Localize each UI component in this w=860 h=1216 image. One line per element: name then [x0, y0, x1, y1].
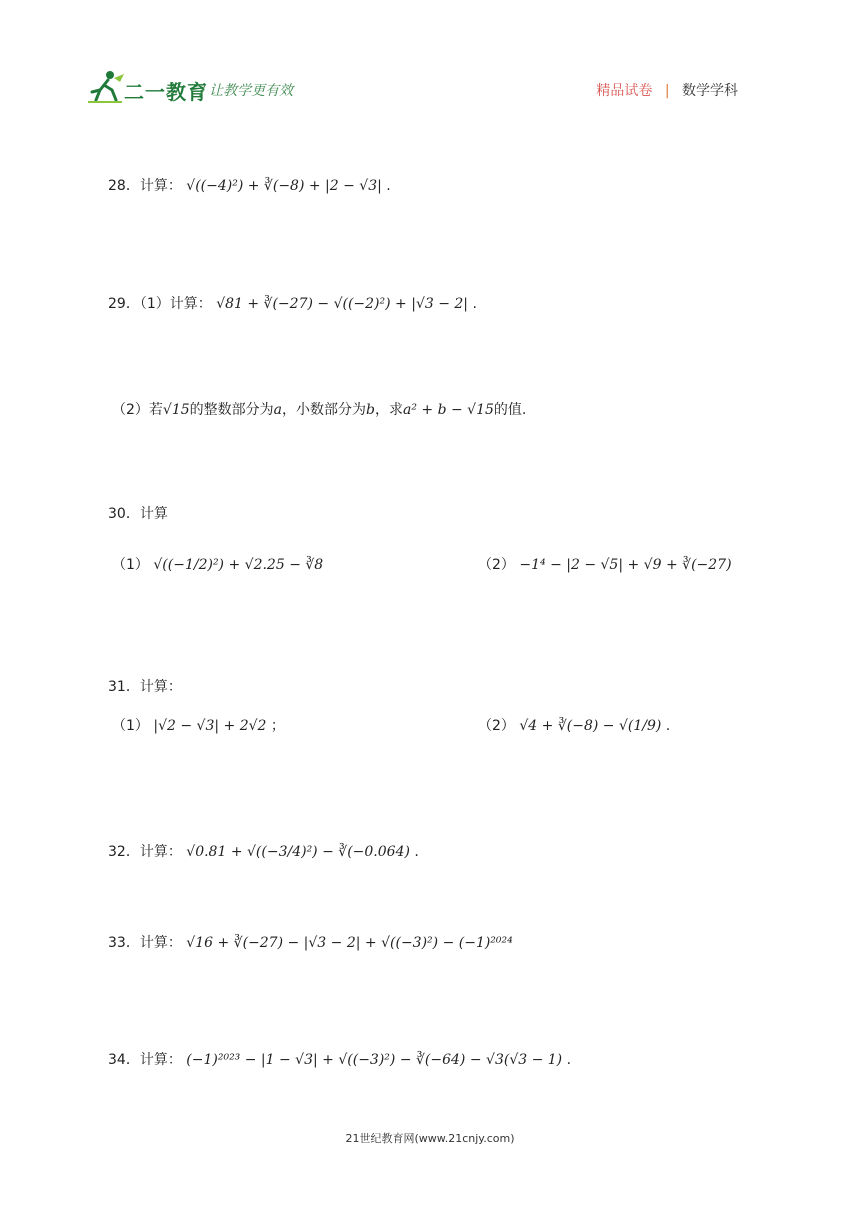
math-expression: √((−4)²) + ∛(−8) + |2 − √3|	[186, 178, 382, 194]
question-number: 32．计算：	[108, 844, 182, 860]
brand-slogan: / 让教学更有效	[200, 83, 294, 99]
part-label: （1）	[112, 557, 149, 573]
question-29-part-1	[108, 294, 477, 314]
brand-name: 二一教育	[124, 80, 208, 104]
subject-tag: 数学学科	[682, 83, 738, 99]
page-footer: 21世纪教育网(www.21cnjy.com)	[345, 1132, 515, 1145]
header-separator: |	[664, 83, 670, 99]
math-expression: √4 + ∛(−8) − √(1/9)	[519, 718, 662, 734]
math-expression: a² + b − √15	[403, 402, 494, 418]
question-31-part-2	[478, 716, 670, 736]
math-expression: √81 + ∛(−27) − √((−2)²) + |√3 − 2|	[216, 296, 469, 312]
variable-b: b	[366, 402, 375, 418]
text-segment: （2）若	[112, 402, 163, 418]
question-number: 29．（1）计算：	[108, 296, 212, 312]
running-figure-logo-icon	[86, 70, 126, 104]
question-end: .	[472, 296, 477, 312]
question-number: 28．计算：	[108, 178, 182, 194]
question-end: .	[414, 844, 419, 860]
math-expression: −1⁴ − |2 − √5| + √9 + ∛(−27)	[519, 557, 732, 573]
math-expression: √((−1/2)²) + √2.25 − ∛8	[153, 557, 324, 573]
question-end: .	[386, 178, 391, 194]
text-segment: ，求	[375, 402, 403, 418]
math-expression: (−1)²⁰²³ − |1 − √3| + √((−3)²) − ∛(−64) − √3(√3 − 1)	[186, 1052, 563, 1068]
text-segment: 的值.	[493, 402, 527, 418]
question-32	[108, 842, 419, 862]
part-end: .	[665, 718, 671, 734]
question-28	[108, 176, 391, 196]
part-end: ；	[270, 718, 285, 734]
math-expression: |√2 − √3| + 2√2	[153, 718, 267, 734]
part-label: （2）	[478, 718, 515, 734]
part-label: （2）	[478, 557, 515, 573]
text-segment: 的整数部分为	[189, 402, 274, 418]
question-30	[108, 504, 168, 524]
question-number: 30．计算	[108, 506, 168, 522]
part-label: （1）	[112, 718, 149, 734]
question-number: 33．计算：	[108, 935, 182, 951]
paper-type-tag: 精品试卷	[596, 83, 653, 99]
question-number: 34．计算：	[108, 1052, 182, 1068]
page-header	[86, 70, 746, 106]
question-33	[108, 933, 513, 953]
question-30-part-1	[112, 555, 323, 575]
question-end: .	[566, 1052, 572, 1068]
question-29-part-2	[112, 400, 526, 420]
question-number: 31．计算：	[108, 679, 182, 695]
question-31-part-1	[112, 716, 285, 736]
header-tags	[596, 80, 738, 100]
math-expression: √0.81 + √((−3/4)²) − ∛(−0.064)	[186, 844, 410, 860]
text-segment: ，小数部分为	[282, 402, 367, 418]
variable-a: a	[273, 402, 283, 418]
math-expression: √15	[162, 402, 190, 418]
question-34	[108, 1050, 571, 1070]
question-31	[108, 677, 182, 697]
math-expression: √16 + ∛(−27) − |√3 − 2| + √((−3)²) − (−1)²⁰²⁴	[186, 935, 513, 951]
question-30-part-2	[478, 555, 732, 575]
